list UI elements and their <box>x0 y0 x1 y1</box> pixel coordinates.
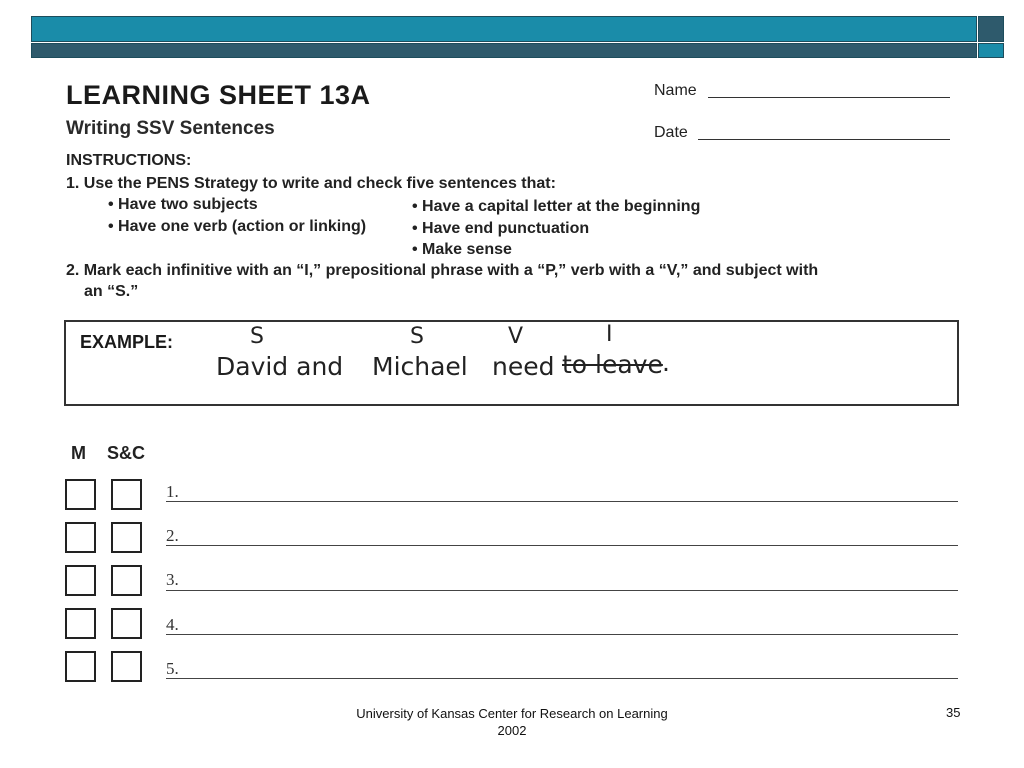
header-bar-teal <box>31 16 977 42</box>
checkbox-m-5[interactable] <box>65 651 96 682</box>
header-bar-dark <box>31 43 977 58</box>
bullet-right-2: • Have end punctuation <box>412 220 590 237</box>
row-number-2: 2. <box>166 526 179 545</box>
name-label: Name <box>654 82 697 99</box>
checkbox-sc-1[interactable] <box>111 479 142 510</box>
example-mark-infinitive: I <box>606 322 613 347</box>
bullet-left-1: • Have two subjects <box>108 196 258 213</box>
example-label: EXAMPLE: <box>80 332 174 352</box>
sheet-subtitle: Writing SSV Sentences <box>66 118 275 139</box>
instruction-step-2-line-1: 2. Mark each infinitive with an “I,” prepositional phrase with a “P,” verb with a “V,” and subject with <box>66 262 819 279</box>
checkbox-sc-5[interactable] <box>111 651 142 682</box>
checkbox-m-3[interactable] <box>65 565 96 596</box>
checkbox-sc-3[interactable] <box>111 565 142 596</box>
column-header-m: M <box>71 443 86 463</box>
answer-line-1[interactable] <box>166 501 958 502</box>
answer-line-2[interactable] <box>166 545 958 546</box>
row-number-4: 4. <box>166 615 179 634</box>
example-mark-verb: V <box>508 324 524 349</box>
checkbox-m-2[interactable] <box>65 522 96 553</box>
example-mark-subject-1: S <box>250 324 264 349</box>
footer-source: University of Kansas Center for Research on Learning 2002 <box>356 706 668 738</box>
example-word-need: need <box>492 352 555 381</box>
name-field-line[interactable] <box>708 97 950 98</box>
example-word-michael: Michael <box>372 352 468 381</box>
header-bar-square-teal <box>978 43 1004 58</box>
example-word-david-and: David and <box>216 352 344 381</box>
answer-line-5[interactable] <box>166 678 958 679</box>
row-number-5: 5. <box>166 659 179 678</box>
page-number: 35 <box>946 705 961 720</box>
row-number-1: 1. <box>166 482 179 501</box>
date-label: Date <box>654 124 688 141</box>
sheet-title: LEARNING SHEET 13A <box>66 80 371 110</box>
checkbox-sc-2[interactable] <box>111 522 142 553</box>
example-mark-subject-2: S <box>410 324 424 349</box>
bullet-left-2: • Have one verb (action or linking) <box>108 218 367 235</box>
checkbox-m-4[interactable] <box>65 608 96 639</box>
instructions-heading: INSTRUCTIONS: <box>66 152 192 169</box>
example-word-to-leave: to leave <box>562 350 663 379</box>
answer-line-4[interactable] <box>166 634 958 635</box>
checkbox-m-1[interactable] <box>65 479 96 510</box>
instruction-step-2-line-2: an “S.” <box>84 283 139 300</box>
instruction-step-1: 1. Use the PENS Strategy to write and check five sentences that: <box>66 175 556 192</box>
example-period: . <box>662 348 670 377</box>
answer-line-3[interactable] <box>166 590 958 591</box>
header-bar-square-dark <box>978 16 1004 42</box>
bullet-right-1: • Have a capital letter at the beginning <box>412 198 701 215</box>
row-number-3: 3. <box>166 570 179 589</box>
bullet-right-3: • Make sense <box>412 241 512 258</box>
date-field-line[interactable] <box>698 139 950 140</box>
checkbox-sc-4[interactable] <box>111 608 142 639</box>
column-header-sc: S&C <box>107 443 146 463</box>
